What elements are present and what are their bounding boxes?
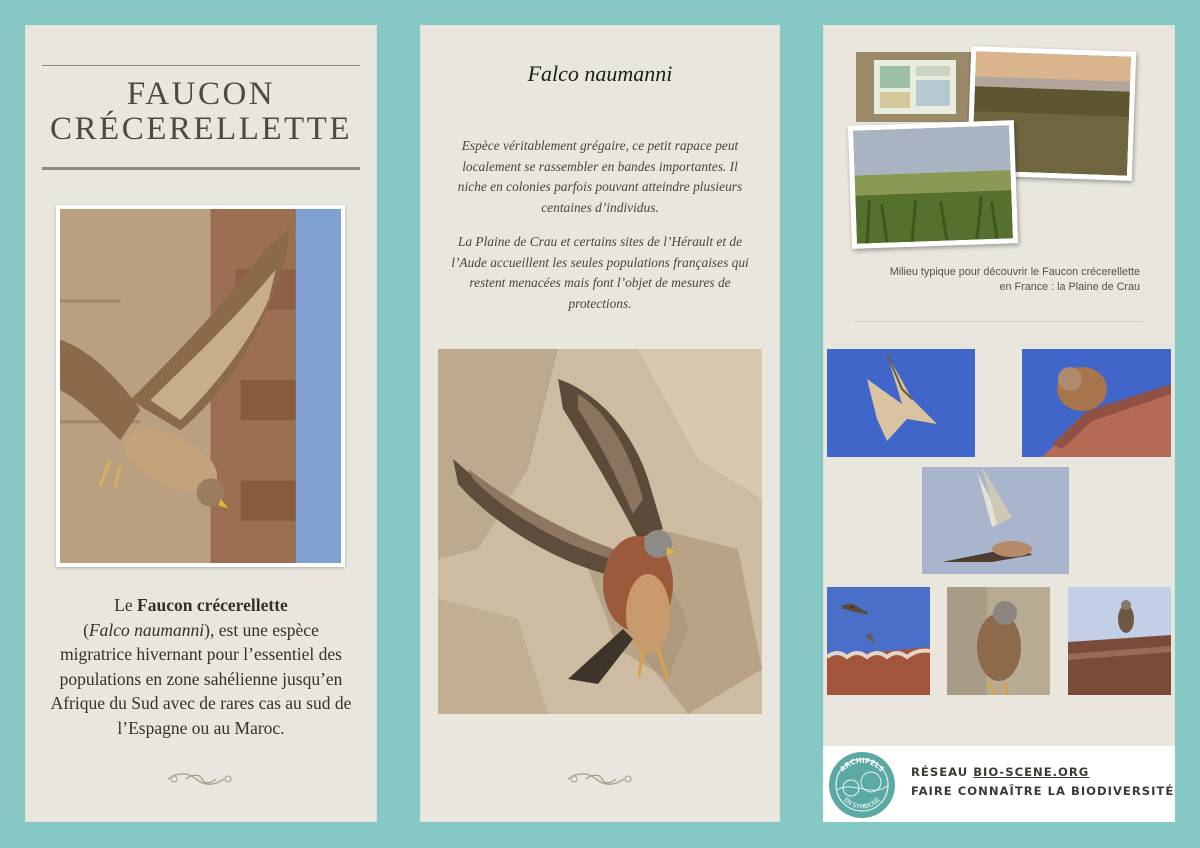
scientific-name-inline: Falco naumanni — [88, 619, 205, 640]
kestrel-flight-photo — [56, 205, 345, 567]
flourish-ornament — [566, 770, 636, 788]
network-footer — [823, 746, 1175, 822]
title-line-1: FAUCON — [126, 76, 276, 112]
flourish-ornament — [166, 770, 236, 788]
gallery-photo-perched-tiles — [1068, 587, 1171, 695]
svg-text:ARCHIPELS: ARCHIPELS — [838, 756, 886, 774]
network-line: RÉSEAU BIO-SCENE.ORG — [911, 765, 1090, 779]
gallery-photo-perched-wall — [947, 587, 1050, 695]
title-rule-bottom — [42, 167, 360, 170]
plain-de-crau-photo-2 — [848, 120, 1018, 249]
caption-divider — [855, 321, 1143, 322]
description-paragraph-2: La Plaine de Crau et certains sites de l’Hérault et de l’Aude accueillent les seules populations françaises qui restent menacées mais font l’objet de mesures de protections. — [451, 234, 749, 311]
panel-description — [420, 25, 780, 822]
scientific-name-heading: Falco naumanni — [527, 61, 673, 86]
gallery-photo-flight-below — [827, 349, 975, 457]
panel-cover — [25, 25, 377, 822]
archipels-logo — [827, 750, 897, 820]
gallery-photo-colony-roof — [827, 587, 930, 695]
tagline: FAIRE CONNAÎTRE LA BIODIVERSITÉ — [911, 784, 1175, 798]
cover-intro-text: Le Faucon crécerellette (Falco naumanni), est une espèce migratrice hivernant pour l’essentiel des populations en zone sahélienne jusqu’en Afrique du Sud avec de rares cas au sud de l’Espagne ou au Maroc. — [50, 595, 352, 738]
info-board-photo — [856, 52, 974, 122]
kestrel-wall-photo — [438, 349, 762, 714]
bird-name: Faucon crécerellette — [137, 595, 288, 615]
title-line-2: CRÉCERELLETTE — [50, 111, 352, 147]
habitat-caption: Milieu typique pour découvrir le Faucon crécerellette en France : la Plaine de Crau — [889, 266, 1140, 293]
gallery-photo-flight-side — [922, 467, 1069, 574]
svg-text:EN SYMBIOSE: EN SYMBIOSE — [842, 796, 882, 811]
title-rule-top — [42, 65, 360, 66]
panel-gallery — [823, 25, 1175, 822]
description-paragraph-1: Espèce véritablement grégaire, ce petit rapace peut localement se rassembler en bandes importantes. Il niche en colonies parfois pouvant atteindre plusieurs centaines d’individus. — [457, 138, 743, 215]
gallery-photo-perched-roof — [1022, 349, 1171, 457]
bio-scene-link[interactable]: BIO-SCENE.ORG — [973, 765, 1090, 779]
